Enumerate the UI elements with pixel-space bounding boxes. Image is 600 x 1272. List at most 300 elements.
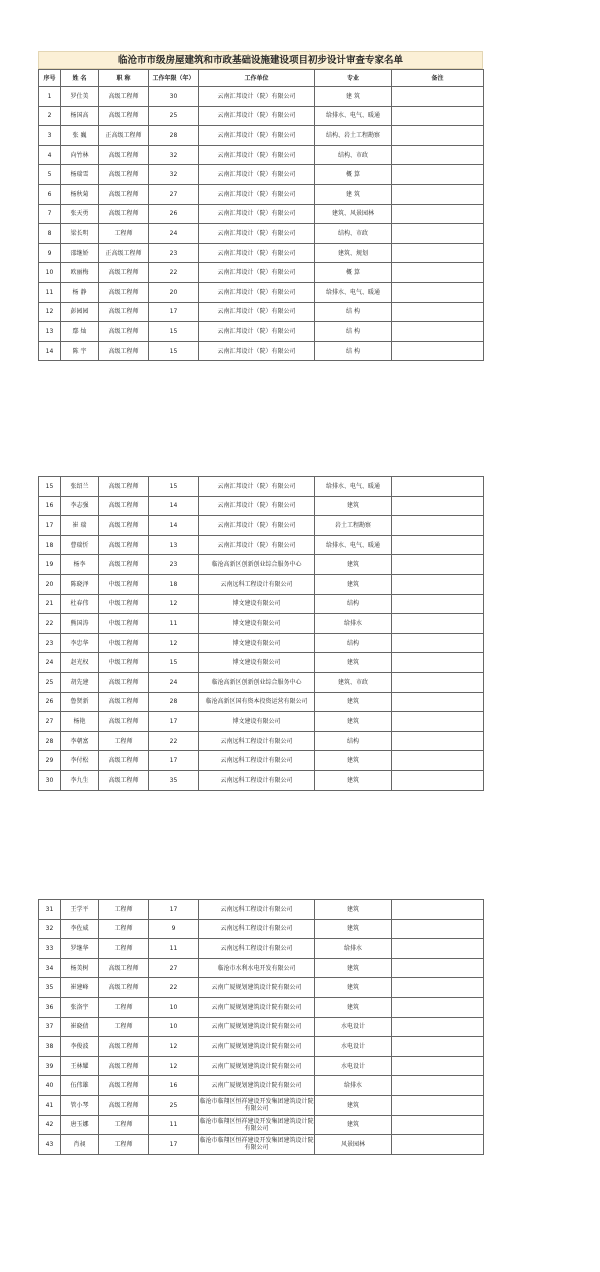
cell-note [392, 496, 484, 516]
cell-years: 15 [149, 322, 199, 342]
table-row [39, 633, 484, 653]
cell-no: 37 [39, 1017, 61, 1037]
cell-note [392, 145, 484, 165]
cell-title: 正高级工程师 [99, 126, 149, 146]
table-row [39, 535, 484, 555]
cell-unit: 云南汇邦设计（院）有限公司 [199, 87, 315, 107]
cell-note [392, 614, 484, 634]
table-row [39, 477, 484, 497]
cell-name: 张 巍 [61, 126, 99, 146]
cell-no: 5 [39, 165, 61, 185]
cell-note [392, 1037, 484, 1057]
cell-unit: 云南汇邦设计（院）有限公司 [199, 126, 315, 146]
cell-unit: 临沧市临翔区恒祥建设开发集团建筑设计院有限公司 [199, 1135, 315, 1155]
cell-name: 崔建峰 [61, 978, 99, 998]
cell-note [392, 1017, 484, 1037]
cell-unit: 云南远科工程设计有限公司 [199, 751, 315, 771]
cell-note [392, 106, 484, 126]
cell-years: 27 [149, 958, 199, 978]
cell-major: 建筑 [315, 1095, 392, 1115]
cell-title: 高级工程师 [99, 184, 149, 204]
cell-major: 建筑 [315, 555, 392, 575]
cell-unit: 云南汇邦设计（院）有限公司 [199, 322, 315, 342]
cell-name: 王林耀 [61, 1056, 99, 1076]
cell-years: 20 [149, 282, 199, 302]
cell-name: 陈 宇 [61, 341, 99, 361]
cell-note [392, 1135, 484, 1155]
cell-unit: 云南广厦规划建筑设计院有限公司 [199, 997, 315, 1017]
cell-title: 高级工程师 [99, 770, 149, 790]
cell-major: 结 构 [315, 322, 392, 342]
cell-years: 17 [149, 302, 199, 322]
table-row [39, 184, 484, 204]
table-row [39, 322, 484, 342]
cell-unit: 云南远科工程设计有限公司 [199, 770, 315, 790]
cell-unit: 云南汇邦设计（院）有限公司 [199, 204, 315, 224]
cell-name: 张天勇 [61, 204, 99, 224]
cell-title: 中级工程师 [99, 614, 149, 634]
cell-years: 9 [149, 919, 199, 939]
table-row [39, 672, 484, 692]
cell-major: 建筑 [315, 1115, 392, 1135]
cell-title: 高级工程师 [99, 712, 149, 732]
cell-name: 罗继华 [61, 939, 99, 959]
cell-no: 42 [39, 1115, 61, 1135]
cell-years: 27 [149, 184, 199, 204]
cell-unit: 云南汇邦设计（院）有限公司 [199, 224, 315, 244]
header-note: 备注 [392, 70, 484, 87]
cell-no: 3 [39, 126, 61, 146]
cell-no: 6 [39, 184, 61, 204]
cell-note [392, 1076, 484, 1096]
table-row [39, 1135, 484, 1155]
cell-unit: 博文建设有限公司 [199, 594, 315, 614]
cell-major: 给排水、电气、暖通 [315, 535, 392, 555]
cell-title: 工程师 [99, 1115, 149, 1135]
cell-unit: 云南汇邦设计（院）有限公司 [199, 145, 315, 165]
cell-note [392, 770, 484, 790]
cell-major: 给排水、电气、暖通 [315, 282, 392, 302]
cell-major: 水电设计 [315, 1056, 392, 1076]
cell-title: 高级工程师 [99, 302, 149, 322]
cell-major: 建筑 [315, 997, 392, 1017]
cell-unit: 博文建设有限公司 [199, 653, 315, 673]
cell-name: 杨李 [61, 555, 99, 575]
cell-unit: 云南广厦规划建筑设计院有限公司 [199, 1037, 315, 1057]
cell-unit: 云南汇邦设计（院）有限公司 [199, 535, 315, 555]
cell-name: 王学平 [61, 900, 99, 920]
table-row [39, 145, 484, 165]
cell-years: 11 [149, 939, 199, 959]
table-row [39, 204, 484, 224]
cell-note [392, 1095, 484, 1115]
cell-name: 杨国高 [61, 106, 99, 126]
cell-major: 建筑 [315, 574, 392, 594]
cell-title: 工程师 [99, 1135, 149, 1155]
cell-no: 15 [39, 477, 61, 497]
cell-title: 工程师 [99, 900, 149, 920]
cell-no: 7 [39, 204, 61, 224]
cell-unit: 云南汇邦设计（院）有限公司 [199, 263, 315, 283]
cell-no: 40 [39, 1076, 61, 1096]
cell-years: 24 [149, 224, 199, 244]
table-row [39, 1056, 484, 1076]
cell-title: 高级工程师 [99, 978, 149, 998]
cell-no: 12 [39, 302, 61, 322]
cell-years: 12 [149, 1037, 199, 1057]
cell-years: 12 [149, 1056, 199, 1076]
cell-major: 建筑 [315, 751, 392, 771]
cell-name: 陈晓泽 [61, 574, 99, 594]
cell-unit: 博文建设有限公司 [199, 712, 315, 732]
cell-no: 20 [39, 574, 61, 594]
cell-note [392, 997, 484, 1017]
cell-years: 22 [149, 978, 199, 998]
cell-no: 33 [39, 939, 61, 959]
cell-title: 高级工程师 [99, 958, 149, 978]
cell-name: 崔 瑞 [61, 516, 99, 536]
cell-title: 工程师 [99, 919, 149, 939]
cell-title: 中级工程师 [99, 633, 149, 653]
cell-years: 18 [149, 574, 199, 594]
cell-years: 32 [149, 145, 199, 165]
cell-title: 中级工程师 [99, 594, 149, 614]
cell-no: 21 [39, 594, 61, 614]
table-row [39, 341, 484, 361]
cell-title: 高级工程师 [99, 692, 149, 712]
cell-major: 风景园林 [315, 1135, 392, 1155]
cell-years: 23 [149, 555, 199, 575]
cell-unit: 临沧市临翔区恒祥建设开发集团建筑设计院有限公司 [199, 1115, 315, 1135]
cell-years: 10 [149, 997, 199, 1017]
cell-years: 14 [149, 516, 199, 536]
cell-major: 建筑 [315, 692, 392, 712]
table-row [39, 712, 484, 732]
cell-name: 李付松 [61, 751, 99, 771]
expert-table-2 [38, 476, 484, 791]
cell-no: 19 [39, 555, 61, 575]
table-row [39, 978, 484, 998]
table-row [39, 900, 484, 920]
cell-title: 高级工程师 [99, 1056, 149, 1076]
header-unit: 工作单位 [199, 70, 315, 87]
table-row [39, 106, 484, 126]
cell-no: 28 [39, 731, 61, 751]
cell-no: 34 [39, 958, 61, 978]
cell-title: 工程师 [99, 997, 149, 1017]
cell-major: 建筑 [315, 496, 392, 516]
cell-no: 38 [39, 1037, 61, 1057]
cell-years: 17 [149, 751, 199, 771]
cell-name: 张绍兰 [61, 477, 99, 497]
cell-years: 23 [149, 243, 199, 263]
cell-name: 梁长明 [61, 224, 99, 244]
cell-name: 熊国涛 [61, 614, 99, 634]
cell-unit: 临沧市临翔区恒祥建设开发集团建筑设计院有限公司 [199, 1095, 315, 1115]
cell-major: 结构 [315, 633, 392, 653]
cell-note [392, 477, 484, 497]
table-row [39, 555, 484, 575]
table-row [39, 126, 484, 146]
cell-no: 26 [39, 692, 61, 712]
cell-major: 结构、市政 [315, 224, 392, 244]
cell-no: 41 [39, 1095, 61, 1115]
cell-major: 结构 [315, 731, 392, 751]
cell-years: 35 [149, 770, 199, 790]
cell-major: 给排水 [315, 939, 392, 959]
cell-note [392, 224, 484, 244]
table-row [39, 751, 484, 771]
cell-unit: 云南广厦规划建筑设计院有限公司 [199, 1076, 315, 1096]
cell-title: 正高级工程师 [99, 243, 149, 263]
cell-note [392, 243, 484, 263]
cell-major: 结 构 [315, 341, 392, 361]
header-major: 专业 [315, 70, 392, 87]
table-row [39, 1037, 484, 1057]
cell-major: 建 筑 [315, 184, 392, 204]
cell-title: 高级工程师 [99, 204, 149, 224]
cell-major: 建筑、市政 [315, 672, 392, 692]
cell-major: 建 筑 [315, 87, 392, 107]
cell-no: 8 [39, 224, 61, 244]
table-row [39, 997, 484, 1017]
cell-title: 高级工程师 [99, 341, 149, 361]
cell-note [392, 939, 484, 959]
cell-major: 建筑 [315, 978, 392, 998]
cell-note [392, 633, 484, 653]
document-title: 临沧市市级房屋建筑和市政基础设施建设项目初步设计审查专家名单 [38, 51, 483, 69]
cell-note [392, 1056, 484, 1076]
cell-years: 17 [149, 712, 199, 732]
cell-name: 管小琴 [61, 1095, 99, 1115]
table-row [39, 1076, 484, 1096]
cell-major: 建筑、规划 [315, 243, 392, 263]
cell-major: 建筑 [315, 900, 392, 920]
table-row [39, 243, 484, 263]
cell-years: 26 [149, 204, 199, 224]
cell-major: 给排水、电气、暖通 [315, 106, 392, 126]
cell-title: 高级工程师 [99, 555, 149, 575]
cell-name: 崔晓倩 [61, 1017, 99, 1037]
cell-no: 27 [39, 712, 61, 732]
cell-major: 建筑 [315, 958, 392, 978]
table-row [39, 958, 484, 978]
cell-major: 结构、市政 [315, 145, 392, 165]
cell-unit: 云南远科工程设计有限公司 [199, 574, 315, 594]
cell-unit: 云南远科工程设计有限公司 [199, 939, 315, 959]
table-row [39, 282, 484, 302]
cell-major: 建筑 [315, 653, 392, 673]
cell-no: 9 [39, 243, 61, 263]
cell-name: 李佐威 [61, 919, 99, 939]
cell-note [392, 712, 484, 732]
cell-no: 35 [39, 978, 61, 998]
table-row [39, 653, 484, 673]
cell-title: 高级工程师 [99, 672, 149, 692]
cell-unit: 云南广厦规划建筑设计院有限公司 [199, 978, 315, 998]
header-years: 工作年限（年） [149, 70, 199, 87]
cell-title: 高级工程师 [99, 87, 149, 107]
cell-title: 高级工程师 [99, 322, 149, 342]
cell-name: 赵光权 [61, 653, 99, 673]
cell-years: 10 [149, 1017, 199, 1037]
cell-name: 彭园园 [61, 302, 99, 322]
cell-name: 欧丽梅 [61, 263, 99, 283]
cell-years: 17 [149, 900, 199, 920]
cell-major: 给排水、电气、暖通 [315, 477, 392, 497]
cell-years: 15 [149, 341, 199, 361]
cell-no: 31 [39, 900, 61, 920]
cell-major: 建筑 [315, 712, 392, 732]
table-row [39, 516, 484, 536]
cell-note [392, 574, 484, 594]
cell-major: 建筑 [315, 770, 392, 790]
cell-years: 24 [149, 672, 199, 692]
cell-years: 30 [149, 87, 199, 107]
cell-note [392, 87, 484, 107]
cell-note [392, 204, 484, 224]
cell-major: 概 算 [315, 165, 392, 185]
cell-title: 高级工程师 [99, 751, 149, 771]
table-header-row [39, 70, 484, 87]
cell-unit: 云南远科工程设计有限公司 [199, 900, 315, 920]
cell-title: 高级工程师 [99, 282, 149, 302]
cell-note [392, 263, 484, 283]
cell-title: 高级工程师 [99, 106, 149, 126]
cell-no: 18 [39, 535, 61, 555]
cell-no: 4 [39, 145, 61, 165]
cell-unit: 云南汇邦设计（院）有限公司 [199, 106, 315, 126]
cell-note [392, 653, 484, 673]
cell-title: 高级工程师 [99, 535, 149, 555]
cell-no: 13 [39, 322, 61, 342]
cell-no: 16 [39, 496, 61, 516]
cell-title: 高级工程师 [99, 1095, 149, 1115]
cell-major: 给排水 [315, 614, 392, 634]
cell-name: 李九生 [61, 770, 99, 790]
header-no: 序号 [39, 70, 61, 87]
cell-years: 32 [149, 165, 199, 185]
cell-unit: 云南汇邦设计（院）有限公司 [199, 243, 315, 263]
header-title: 职 称 [99, 70, 149, 87]
cell-years: 11 [149, 1115, 199, 1135]
cell-unit: 云南广厦规划建筑设计院有限公司 [199, 1056, 315, 1076]
cell-note [392, 978, 484, 998]
cell-name: 唐玉娜 [61, 1115, 99, 1135]
header-name: 姓 名 [61, 70, 99, 87]
cell-unit: 云南广厦规划建筑设计院有限公司 [199, 1017, 315, 1037]
cell-title: 高级工程师 [99, 477, 149, 497]
cell-name: 伍伟雄 [61, 1076, 99, 1096]
cell-name: 杨瑞雪 [61, 165, 99, 185]
cell-unit: 临沧高新区创新创业综合服务中心 [199, 672, 315, 692]
table-row [39, 1095, 484, 1115]
cell-title: 高级工程师 [99, 496, 149, 516]
table-row [39, 165, 484, 185]
table-row [39, 939, 484, 959]
cell-years: 17 [149, 1135, 199, 1155]
table-row [39, 1017, 484, 1037]
table-row [39, 263, 484, 283]
cell-years: 13 [149, 535, 199, 555]
cell-no: 43 [39, 1135, 61, 1155]
cell-note [392, 341, 484, 361]
cell-major: 水电设计 [315, 1017, 392, 1037]
cell-unit: 博文建设有限公司 [199, 633, 315, 653]
cell-years: 15 [149, 653, 199, 673]
cell-name: 邵继娇 [61, 243, 99, 263]
table-row [39, 731, 484, 751]
cell-name: 李俊波 [61, 1037, 99, 1057]
cell-unit: 临沧高新区国有资本投资运营有限公司 [199, 692, 315, 712]
cell-title: 高级工程师 [99, 165, 149, 185]
cell-years: 15 [149, 477, 199, 497]
cell-years: 28 [149, 692, 199, 712]
cell-no: 1 [39, 87, 61, 107]
cell-unit: 云南汇邦设计（院）有限公司 [199, 282, 315, 302]
cell-note [392, 535, 484, 555]
cell-no: 32 [39, 919, 61, 939]
cell-title: 高级工程师 [99, 1037, 149, 1057]
cell-major: 概 算 [315, 263, 392, 283]
cell-name: 李忠华 [61, 633, 99, 653]
cell-name: 鲁贤新 [61, 692, 99, 712]
cell-name: 罗仕美 [61, 87, 99, 107]
table-row [39, 574, 484, 594]
cell-unit: 云南汇邦设计（院）有限公司 [199, 516, 315, 536]
table-row [39, 594, 484, 614]
cell-note [392, 322, 484, 342]
cell-note [392, 516, 484, 536]
cell-title: 中级工程师 [99, 574, 149, 594]
cell-note [392, 751, 484, 771]
cell-major: 岩土工程勘察 [315, 516, 392, 536]
cell-note [392, 731, 484, 751]
cell-name: 张洛宇 [61, 997, 99, 1017]
cell-note [392, 919, 484, 939]
cell-no: 10 [39, 263, 61, 283]
cell-note [392, 282, 484, 302]
cell-note [392, 900, 484, 920]
cell-name: 向竹林 [61, 145, 99, 165]
cell-title: 工程师 [99, 224, 149, 244]
cell-no: 25 [39, 672, 61, 692]
table-row [39, 224, 484, 244]
table-row [39, 919, 484, 939]
cell-note [392, 672, 484, 692]
cell-years: 12 [149, 633, 199, 653]
cell-no: 2 [39, 106, 61, 126]
cell-name: 李志强 [61, 496, 99, 516]
cell-no: 30 [39, 770, 61, 790]
table-row [39, 770, 484, 790]
cell-unit: 云南汇邦设计（院）有限公司 [199, 302, 315, 322]
cell-title: 高级工程师 [99, 263, 149, 283]
cell-unit: 临沧市水利水电开发有限公司 [199, 958, 315, 978]
cell-years: 22 [149, 731, 199, 751]
cell-name: 胡先建 [61, 672, 99, 692]
cell-note [392, 555, 484, 575]
cell-unit: 云南汇邦设计（院）有限公司 [199, 184, 315, 204]
cell-unit: 云南汇邦设计（院）有限公司 [199, 341, 315, 361]
cell-name: 杨艳 [61, 712, 99, 732]
cell-title: 高级工程师 [99, 516, 149, 536]
cell-name: 杨秋菊 [61, 184, 99, 204]
cell-years: 12 [149, 594, 199, 614]
expert-table-1 [38, 69, 484, 361]
cell-note [392, 302, 484, 322]
cell-unit: 云南汇邦设计（院）有限公司 [199, 496, 315, 516]
